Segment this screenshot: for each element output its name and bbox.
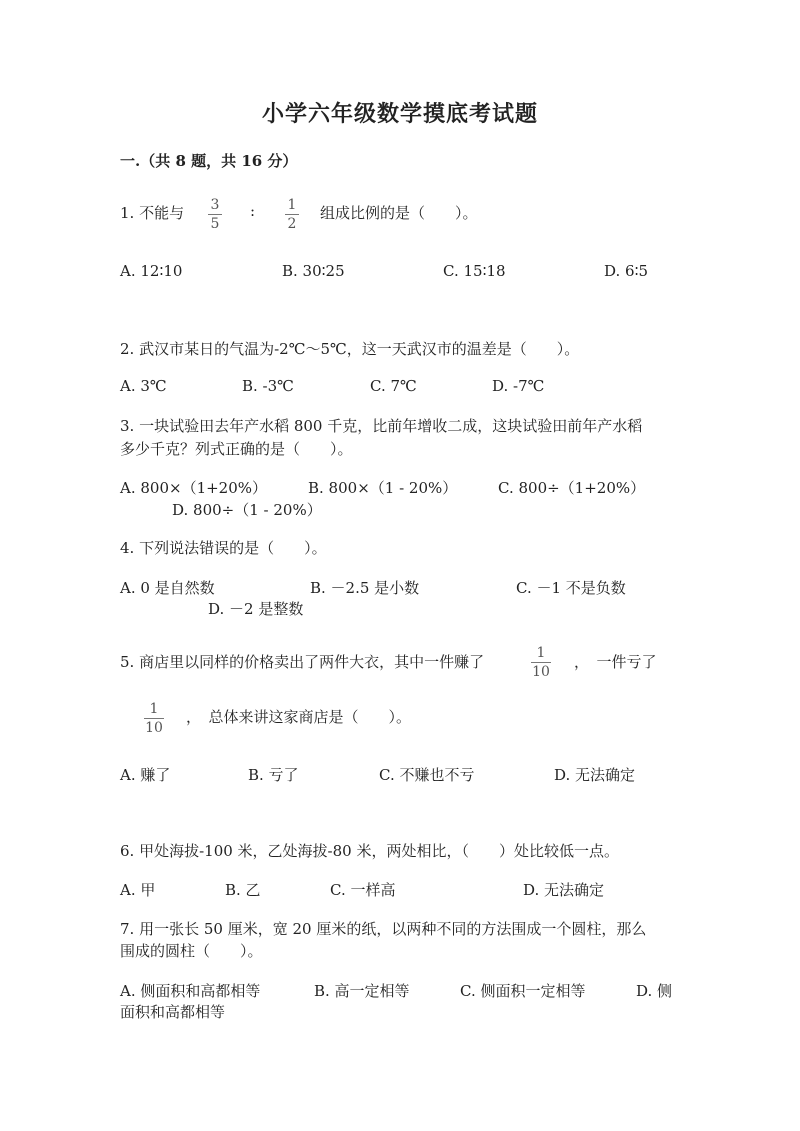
question-5-middle: ， 一件亏了 bbox=[574, 653, 657, 671]
q1-option-a[interactable]: A. 12∶10 bbox=[120, 262, 183, 280]
q2-option-a[interactable]: A. 3℃ bbox=[120, 377, 167, 395]
q6-option-a[interactable]: A. 甲 bbox=[120, 881, 156, 899]
fraction-numerator: 3 bbox=[210, 197, 220, 213]
q7-option-b[interactable]: B. 高一定相等 bbox=[314, 982, 410, 1000]
section-heading: 一.（共 8 题，共 16 分） bbox=[120, 152, 298, 170]
fraction-bar bbox=[285, 214, 299, 215]
q1-option-c[interactable]: C. 15∶18 bbox=[443, 262, 506, 280]
q2-option-b[interactable]: B. -3℃ bbox=[242, 377, 294, 395]
q3-option-b[interactable]: B. 800×（1 - 20%） bbox=[308, 479, 458, 497]
q5-option-d[interactable]: D. 无法确定 bbox=[554, 766, 636, 784]
fraction-1-10 bbox=[531, 645, 551, 680]
q5-option-a[interactable]: A. 赚了 bbox=[120, 766, 171, 784]
question-1-suffix: 组成比例的是（ ）。 bbox=[320, 204, 478, 222]
fraction-numerator: 1 bbox=[536, 645, 546, 661]
fraction-denominator: 2 bbox=[287, 216, 297, 232]
q5-option-b[interactable]: B. 亏了 bbox=[248, 766, 299, 784]
question-7-line-1: 7. 用一张长 50 厘米，宽 20 厘米的纸，以两种不同的方法围成一个圆柱，那么 bbox=[120, 920, 647, 938]
q4-option-d[interactable]: D. －2 是整数 bbox=[208, 600, 304, 618]
q7-option-d[interactable]: D. 侧 bbox=[636, 982, 673, 1000]
q6-option-d[interactable]: D. 无法确定 bbox=[523, 881, 605, 899]
question-4-text: 4. 下列说法错误的是（ ）。 bbox=[120, 539, 327, 557]
q5-option-c[interactable]: C. 不赚也不亏 bbox=[379, 766, 475, 784]
q7-option-d-continued[interactable]: 面积和高都相等 bbox=[120, 1003, 226, 1021]
q2-option-d[interactable]: D. -7℃ bbox=[492, 377, 545, 395]
q4-option-c[interactable]: C. －1 不是负数 bbox=[516, 579, 626, 597]
fraction-3-5 bbox=[208, 197, 222, 232]
q7-option-a[interactable]: A. 侧面积和高都相等 bbox=[120, 982, 261, 1000]
q6-option-b[interactable]: B. 乙 bbox=[225, 881, 261, 899]
fraction-denominator: 5 bbox=[210, 216, 220, 232]
fraction-numerator: 1 bbox=[149, 701, 159, 717]
question-3-line-2: 多少千克？列式正确的是（ ）。 bbox=[120, 440, 353, 458]
question-5-prefix: 5. 商店里以同样的价格卖出了两件大衣，其中一件赚了 bbox=[120, 653, 485, 671]
fraction-numerator: 1 bbox=[287, 197, 297, 213]
fraction-1-10 bbox=[144, 701, 164, 736]
question-5-suffix: ， 总体来讲这家商店是（ ）。 bbox=[186, 708, 412, 726]
question-6-text: 6. 甲处海拔-100 米，乙处海拔-80 米，两处相比，（ ）处比较低一点。 bbox=[120, 842, 619, 860]
q3-option-a[interactable]: A. 800×（1+20%） bbox=[120, 479, 268, 497]
q3-option-d[interactable]: D. 800÷（1 - 20%） bbox=[172, 501, 322, 519]
q7-option-c[interactable]: C. 侧面积一定相等 bbox=[460, 982, 586, 1000]
q4-option-b[interactable]: B. －2.5 是小数 bbox=[310, 579, 420, 597]
q4-option-a[interactable]: A. 0 是自然数 bbox=[120, 579, 215, 597]
question-3-line-1: 3. 一块试验田去年产水稻 800 千克，比前年增收二成，这块试验田前年产水稻 bbox=[120, 417, 643, 435]
q1-option-b[interactable]: B. 30∶25 bbox=[282, 262, 345, 280]
q6-option-c[interactable]: C. 一样高 bbox=[330, 881, 396, 899]
q1-option-d[interactable]: D. 6∶5 bbox=[604, 262, 649, 280]
fraction-bar bbox=[144, 718, 164, 719]
fraction-1-2 bbox=[285, 197, 299, 232]
question-7-line-2: 围成的圆柱（ ）。 bbox=[120, 942, 263, 960]
fraction-bar bbox=[208, 214, 222, 215]
q3-option-c[interactable]: C. 800÷（1+20%） bbox=[498, 479, 646, 497]
page-title: 小学六年级数学摸底考试题 bbox=[261, 101, 538, 127]
question-2-text: 2. 武汉市某日的气温为-2℃～5℃，这一天武汉市的温差是（ ）。 bbox=[120, 340, 580, 358]
fraction-denominator: 10 bbox=[145, 720, 163, 736]
question-1-prefix: 1. 不能与 bbox=[120, 204, 185, 222]
ratio-colon: : bbox=[250, 202, 256, 220]
fraction-denominator: 10 bbox=[532, 664, 550, 680]
q2-option-c[interactable]: C. 7℃ bbox=[370, 377, 417, 395]
fraction-bar bbox=[531, 662, 551, 663]
